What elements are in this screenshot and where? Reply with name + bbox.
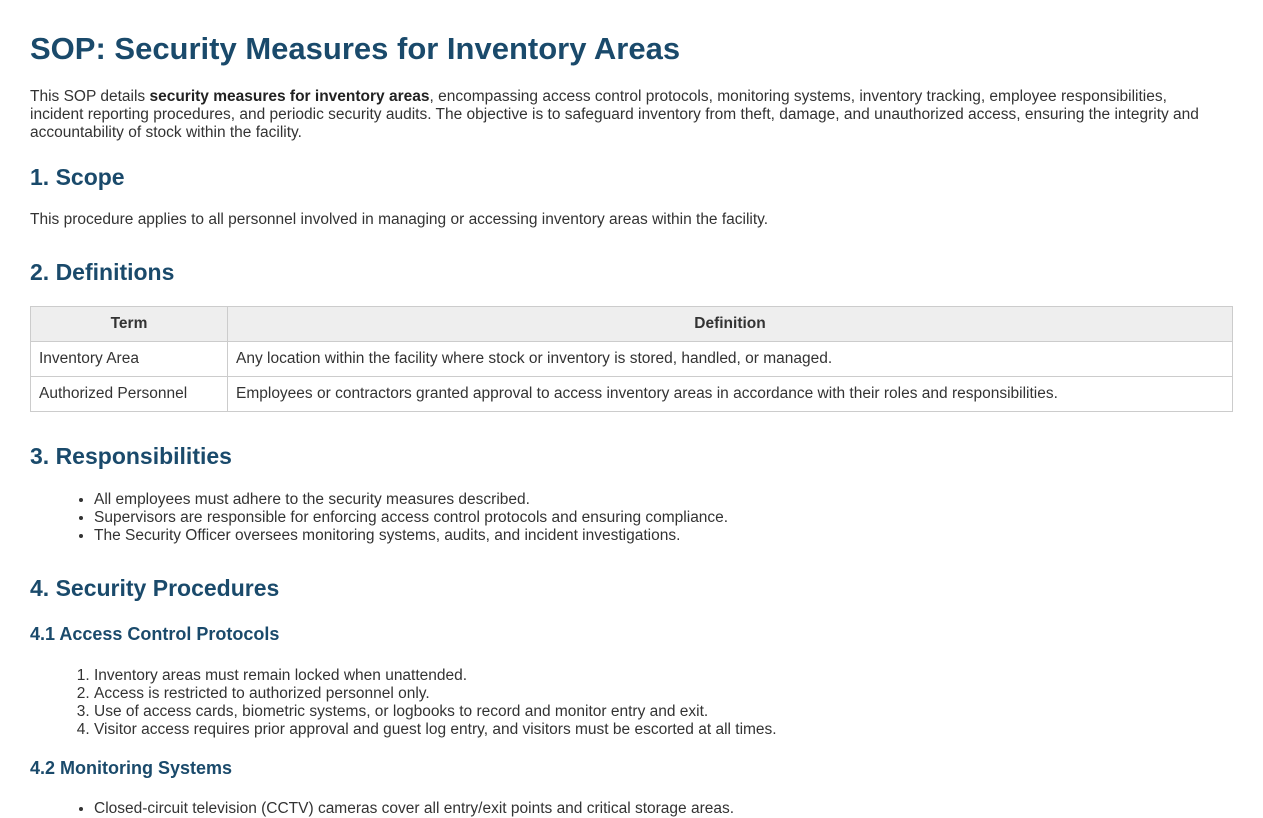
access-control-list <box>30 667 1233 739</box>
table-cell-definition: Employees or contractors granted approval to access inventory areas in accordance with their roles and responsibilities. <box>228 377 1233 412</box>
table-header-definition: Definition <box>228 307 1233 342</box>
responsibilities-heading: 3. Responsibilities <box>30 443 232 469</box>
monitoring-heading: 4.2 Monitoring Systems <box>30 758 233 778</box>
table-header-term: Term <box>31 307 228 342</box>
table-cell-term: Authorized Personnel <box>31 377 228 412</box>
table-cell-term: Inventory Area <box>31 342 228 377</box>
intro-text-end: , encompassing access control protocols, monitoring systems, inventory tracking, employee responsibilities, incident reporting procedures, and periodic security audits. The objective is to safeguard inventory from theft, damage, and unauthorized access, ensuring the integrity and accountability of stock within the facility. <box>30 88 1199 141</box>
intro-text-bold: security measures for inventory areas <box>149 88 430 105</box>
page-title: SOP: Security Measures for Inventory Areas <box>30 31 681 66</box>
table-row <box>31 342 1233 377</box>
list-item: • All employees must adhere to the security measures described. <box>94 491 1233 509</box>
table-row <box>31 377 1233 412</box>
definitions-table <box>30 306 1233 412</box>
table-cell-definition: Any location within the facility where stock or inventory is stored, handled, or managed. <box>228 342 1233 377</box>
definitions-heading: 2. Definitions <box>30 259 175 285</box>
intro-text-start: This SOP details <box>30 88 150 105</box>
intro-paragraph <box>30 88 1233 142</box>
scope-heading: 1. Scope <box>30 164 125 190</box>
monitoring-list <box>30 800 1233 818</box>
list-item: 1. Inventory areas must remain locked when unattended. <box>94 667 1233 685</box>
list-item: 3. Use of access cards, biometric systems, or logbooks to record and monitor entry and exit. <box>94 703 1233 721</box>
list-item: 4. Visitor access requires prior approval and guest log entry, and visitors must be escorted at all times. <box>94 721 1233 739</box>
responsibilities-list <box>30 491 1233 545</box>
list-item: 2. Access is restricted to authorized personnel only. <box>94 685 1233 703</box>
table-header-row <box>31 307 1233 342</box>
access-control-heading: 4.1 Access Control Protocols <box>30 624 280 644</box>
scope-text: This procedure applies to all personnel involved in managing or accessing inventory areas within the facility. <box>30 211 769 228</box>
list-item: • Supervisors are responsible for enforcing access control protocols and ensuring compliance. <box>94 509 1233 527</box>
list-item: • The Security Officer oversees monitoring systems, audits, and incident investigations. <box>94 527 1233 545</box>
list-item: • Closed-circuit television (CCTV) cameras cover all entry/exit points and critical storage areas. <box>94 800 1233 818</box>
procedures-heading: 4. Security Procedures <box>30 575 280 601</box>
